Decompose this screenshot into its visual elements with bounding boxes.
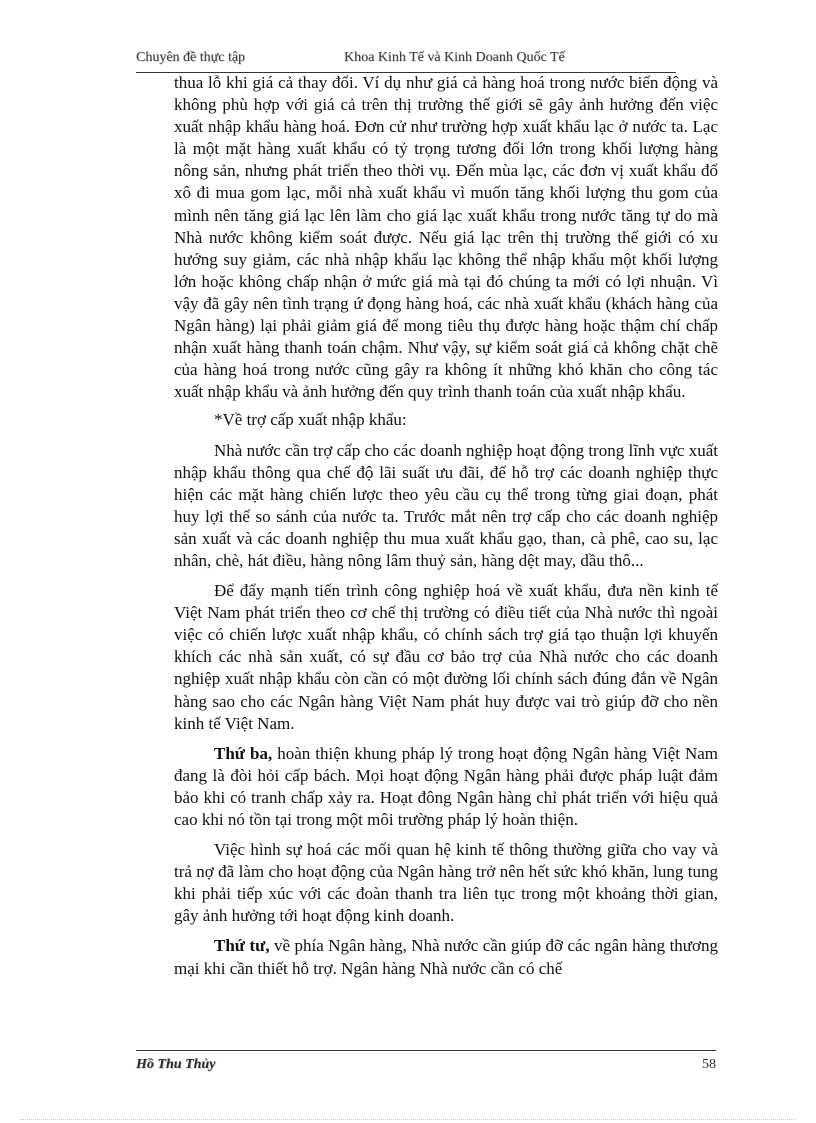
subheading-export-subsidy: *Về trợ cấp xuất nhập khẩu: <box>214 410 407 430</box>
paragraph-fourth-point <box>174 935 718 979</box>
paragraph-price-control: thua lỗ khi giá cả thay đổi. Ví dụ như giá cả hàng hoá trong nước biến động và không phù hợp với giá cả trên thị trường thế giới sẽ gây ảnh hưởng đến việc xuất nhập khẩu hàng hoá. Đơn cử như trường hợp xuất khẩu lạc ở nước ta. Lạc là một mặt hàng xuất khẩu có tỷ trọng tương đối lớn trong khối lượng hàng nông sản, nhưng phát triển theo thời vụ. Đến mùa lạc, các đơn vị xuất khẩu đổ xô đi mua gom lạc, mỗi nhà xuất khẩu vì muốn tăng khối lượng thu gom của mình nên tăng giá lạc lên làm cho giá lạc xuất khẩu trong nước tăng tự do mà Nhà nước không kiểm soát được. Nếu giá lạc trên thị trường thế giới có xu hướng suy giảm, các nhà nhập khẩu lạc không thể nhập khẩu một khối lượng lớn hoặc không chấp nhận ở mức giá mà tại đó chúng ta mới có lợi nhuận. Vì vậy đã gây nên tình trạng ứ đọng hàng hoá, các nhà xuất khẩu (khách hàng của Ngân hàng) lại phải giảm giá để mong tiêu thụ được hàng hoặc thậm chí chấp nhận xuất hàng thanh toán chậm. Như vậy, sự kiểm soát giá cả không chặt chẽ của hàng hoá trong nước cũng gây ra không ít những khó khăn cho công tác xuất nhập khẩu và ảnh hưởng đến quy trình thanh toán của xuất nhập khẩu. <box>174 73 718 402</box>
paragraph-subsidy: Nhà nước cần trợ cấp cho các doanh nghiệp hoạt động trong lĩnh vực xuất nhập khẩu thông qua chế độ lãi suất ưu đãi, để hỗ trợ các doanh nghiệp thực hiện các mặt hàng chiến lược theo yêu cầu cụ thể trong từng giai đoạn, phát huy lợi thế so sánh của nước ta. Trước mắt nên trợ cấp cho các doanh nghiệp sản xuất và các doanh nghiệp thu mua xuất khẩu gạo, than, cà phê, cao su, lạc nhân, chè, hát điều, hàng nông lâm thuỷ sản, hàng dệt may, dầu thô... <box>174 440 718 570</box>
page-number: 58 <box>702 1057 716 1072</box>
paragraph-industrialization: Để đẩy mạnh tiến trình công nghiệp hoá về xuất khẩu, đưa nền kinh tế Việt Nam phát triển theo cơ chế thị trường có điều tiết của Nhà nước thì ngoài việc có chiến lược xuất nhập khẩu, có chính sách trợ giá tạo thuận lợi khuyến khích các nhà sản xuất, có sự đầu cơ bảo trợ của Nhà nước cho các doanh nghiệp xuất nhập khẩu còn cần có một đường lối chính sách đúng đắn về Ngân hàng sao cho các Ngân hàng Việt Nam phát huy được vai trò giúp đỡ cho nền kinh tế Việt Nam. <box>174 581 718 733</box>
fourth-point-label: Thứ tư, <box>214 936 270 956</box>
third-point-text: hoàn thiện khung pháp lý trong hoạt động Ngân hàng Việt Nam đang là đòi hỏi cấp bách. Mọi hoạt động Ngân hàng phải được pháp luật đảm bảo khi có tranh chấp xảy ra. Hoạt đông Ngân hàng chỉ phát triển với hiệu quả cao khi nó tồn tại trong một môi trường pháp lý hoàn thiện. <box>174 743 719 829</box>
page-bottom-divider <box>20 1119 796 1120</box>
fourth-point-text: về phía Ngân hàng, Nhà nước cần giúp đỡ các ngân hàng thương mại khi cần thiết hỗ trợ. Ngân hàng Nhà nước cần có chế <box>174 936 719 978</box>
paragraph-third-point <box>174 743 718 831</box>
page-header <box>136 50 676 73</box>
header-faculty: Khoa Kinh Tế và Kinh Doanh Quốc Tế <box>344 50 565 65</box>
third-point-label: Thứ ba, <box>214 743 273 763</box>
page-body <box>174 72 718 988</box>
footer-author: Hồ Thu Thủy <box>136 1057 216 1072</box>
page-footer <box>136 1050 716 1079</box>
header-document-type: Chuyên đề thực tập <box>136 50 246 65</box>
paragraph-criminalization: Việc hình sự hoá các mối quan hệ kinh tế thông thường giữa cho vay và trả nợ đã làm cho hoạt động của Ngân hàng trở nên hết sức khó khăn, lung tung khi phải tiếp xúc với các đoàn thanh tra liên tục trong một khoảng thời gian, gây ảnh hưởng tới hoạt động kinh doanh. <box>174 840 718 926</box>
